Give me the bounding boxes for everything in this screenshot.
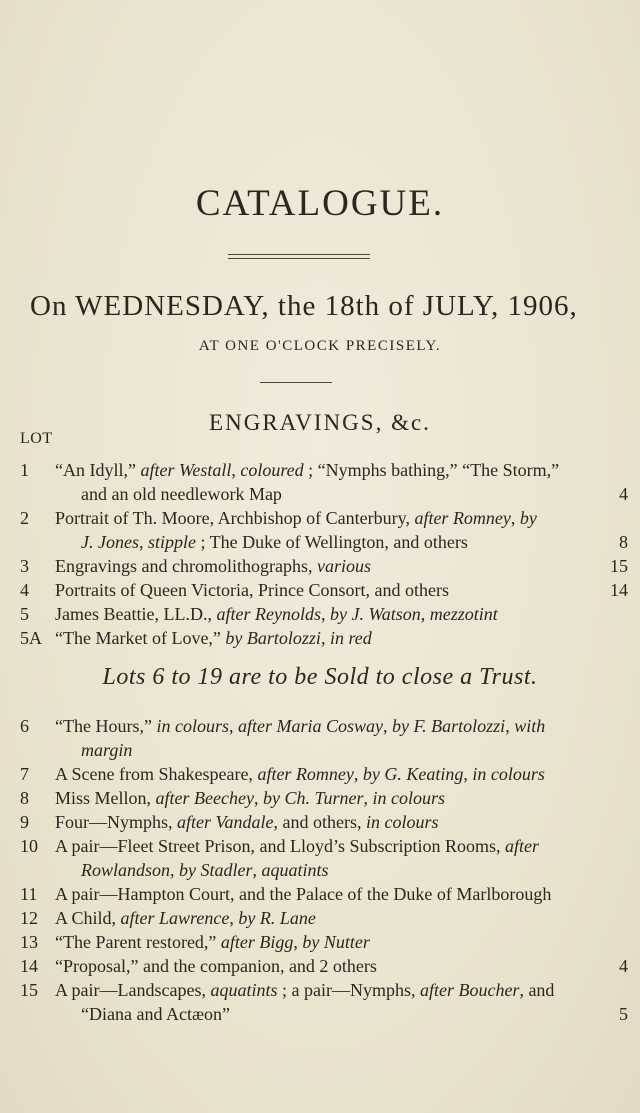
lot-quantity: 8 — [619, 532, 628, 552]
lot-description-continuation: margin — [81, 740, 133, 760]
section-heading: ENGRAVINGS, &c. — [209, 410, 431, 435]
lot-description-line: Engravings and chromolithographs, various — [55, 556, 371, 576]
lot-description-line: A Scene from Shakespeare, after Romney, by G. Keating, in colours — [55, 764, 545, 784]
lot-number: 14 — [20, 956, 38, 976]
lot-number: 5A — [20, 628, 42, 648]
lot-description-line: James Beattie, LL.D., after Reynolds, by J. Watson, mezzotint — [55, 604, 498, 624]
lot-number: 2 — [20, 508, 29, 528]
lot-number: 4 — [20, 580, 29, 600]
lot-description-line: A pair—Landscapes, aquatints ; a pair—Nymphs, after Boucher, and — [55, 980, 555, 1000]
sale-date: On WEDNESDAY, the 18th of JULY, 1906, — [30, 290, 578, 322]
lot-quantity: 5 — [619, 1004, 628, 1024]
lot-description — [55, 578, 621, 602]
lot-description-line: Miss Mellon, after Beechey, by Ch. Turner, in colours — [55, 788, 446, 808]
sale-conditions: Lots 6 to 19 are to be Sold to close a Trust. — [102, 664, 538, 690]
lot-description-line: “An Idyll,” after Westall, coloured ; “Nymphs bathing,” “The Storm,” — [55, 460, 560, 480]
lot-description — [55, 810, 621, 834]
lot-description — [55, 602, 621, 626]
lot-description-line: “The Market of Love,” by Bartolozzi, in red — [55, 628, 372, 648]
lot-number: 5 — [20, 604, 29, 624]
lot-description — [55, 978, 621, 1026]
lot-description — [55, 506, 621, 554]
lot-description-continuation: and an old needlework Map — [81, 484, 282, 504]
lot-description — [55, 954, 621, 978]
lot-description — [55, 458, 621, 506]
lot-description-line: Portraits of Queen Victoria, Prince Consort, and others — [55, 580, 450, 600]
lot-quantity: 14 — [610, 580, 628, 600]
lot-description — [55, 882, 621, 906]
lot-description — [55, 930, 621, 954]
lot-description-line: A Child, after Lawrence, by R. Lane — [55, 908, 316, 928]
lot-description — [55, 762, 621, 786]
lot-description — [55, 626, 621, 650]
page-title: CATALOGUE. — [195, 183, 445, 224]
lot-number: 11 — [20, 884, 38, 904]
lot-description-line: “The Parent restored,” after Bigg, by Nutter — [55, 932, 370, 952]
lot-description-line: A pair—Fleet Street Prison, and Lloyd’s Subscription Rooms, after — [55, 836, 539, 856]
lot-description-continuation: J. Jones, stipple ; The Duke of Wellington, and others — [81, 532, 468, 552]
lot-number: 13 — [20, 932, 38, 952]
section-rule — [260, 382, 332, 383]
lot-number: 15 — [20, 980, 38, 1000]
lot-description-line: Portrait of Th. Moore, Archbishop of Canterbury, after Romney, by — [55, 508, 537, 528]
lot-description-line: A pair—Hampton Court, and the Palace of the Duke of Marlborough — [55, 884, 552, 904]
lot-description — [55, 554, 621, 578]
lot-description-line: Four—Nymphs, after Vandale, and others, in colours — [55, 812, 439, 832]
lot-description — [55, 834, 621, 882]
lot-description — [55, 714, 621, 762]
lot-description-line: “The Hours,” in colours, after Maria Cosway, by F. Bartolozzi, with — [55, 716, 546, 736]
sale-time: AT ONE O'CLOCK PRECISELY. — [198, 338, 442, 354]
lot-quantity: 4 — [619, 484, 628, 504]
lot-number: 7 — [20, 764, 29, 784]
lot-description-continuation: Rowlandson, by Stadler, aquatints — [81, 860, 329, 880]
title-rule — [228, 254, 370, 259]
lot-number: 12 — [20, 908, 38, 928]
lot-description — [55, 906, 621, 930]
lot-number: 8 — [20, 788, 29, 808]
lot-description-line: “Proposal,” and the companion, and 2 others — [55, 956, 377, 976]
lot-description-continuation: “Diana and Actæon” — [81, 1004, 230, 1024]
lot-column-header: LOT — [20, 430, 53, 447]
lot-description — [55, 786, 621, 810]
lot-number: 3 — [20, 556, 29, 576]
lot-quantity: 4 — [619, 956, 628, 976]
lot-number: 1 — [20, 460, 29, 480]
lot-quantity: 15 — [610, 556, 628, 576]
lot-number: 6 — [20, 716, 29, 736]
lot-number: 9 — [20, 812, 29, 832]
lot-number: 10 — [20, 836, 38, 856]
